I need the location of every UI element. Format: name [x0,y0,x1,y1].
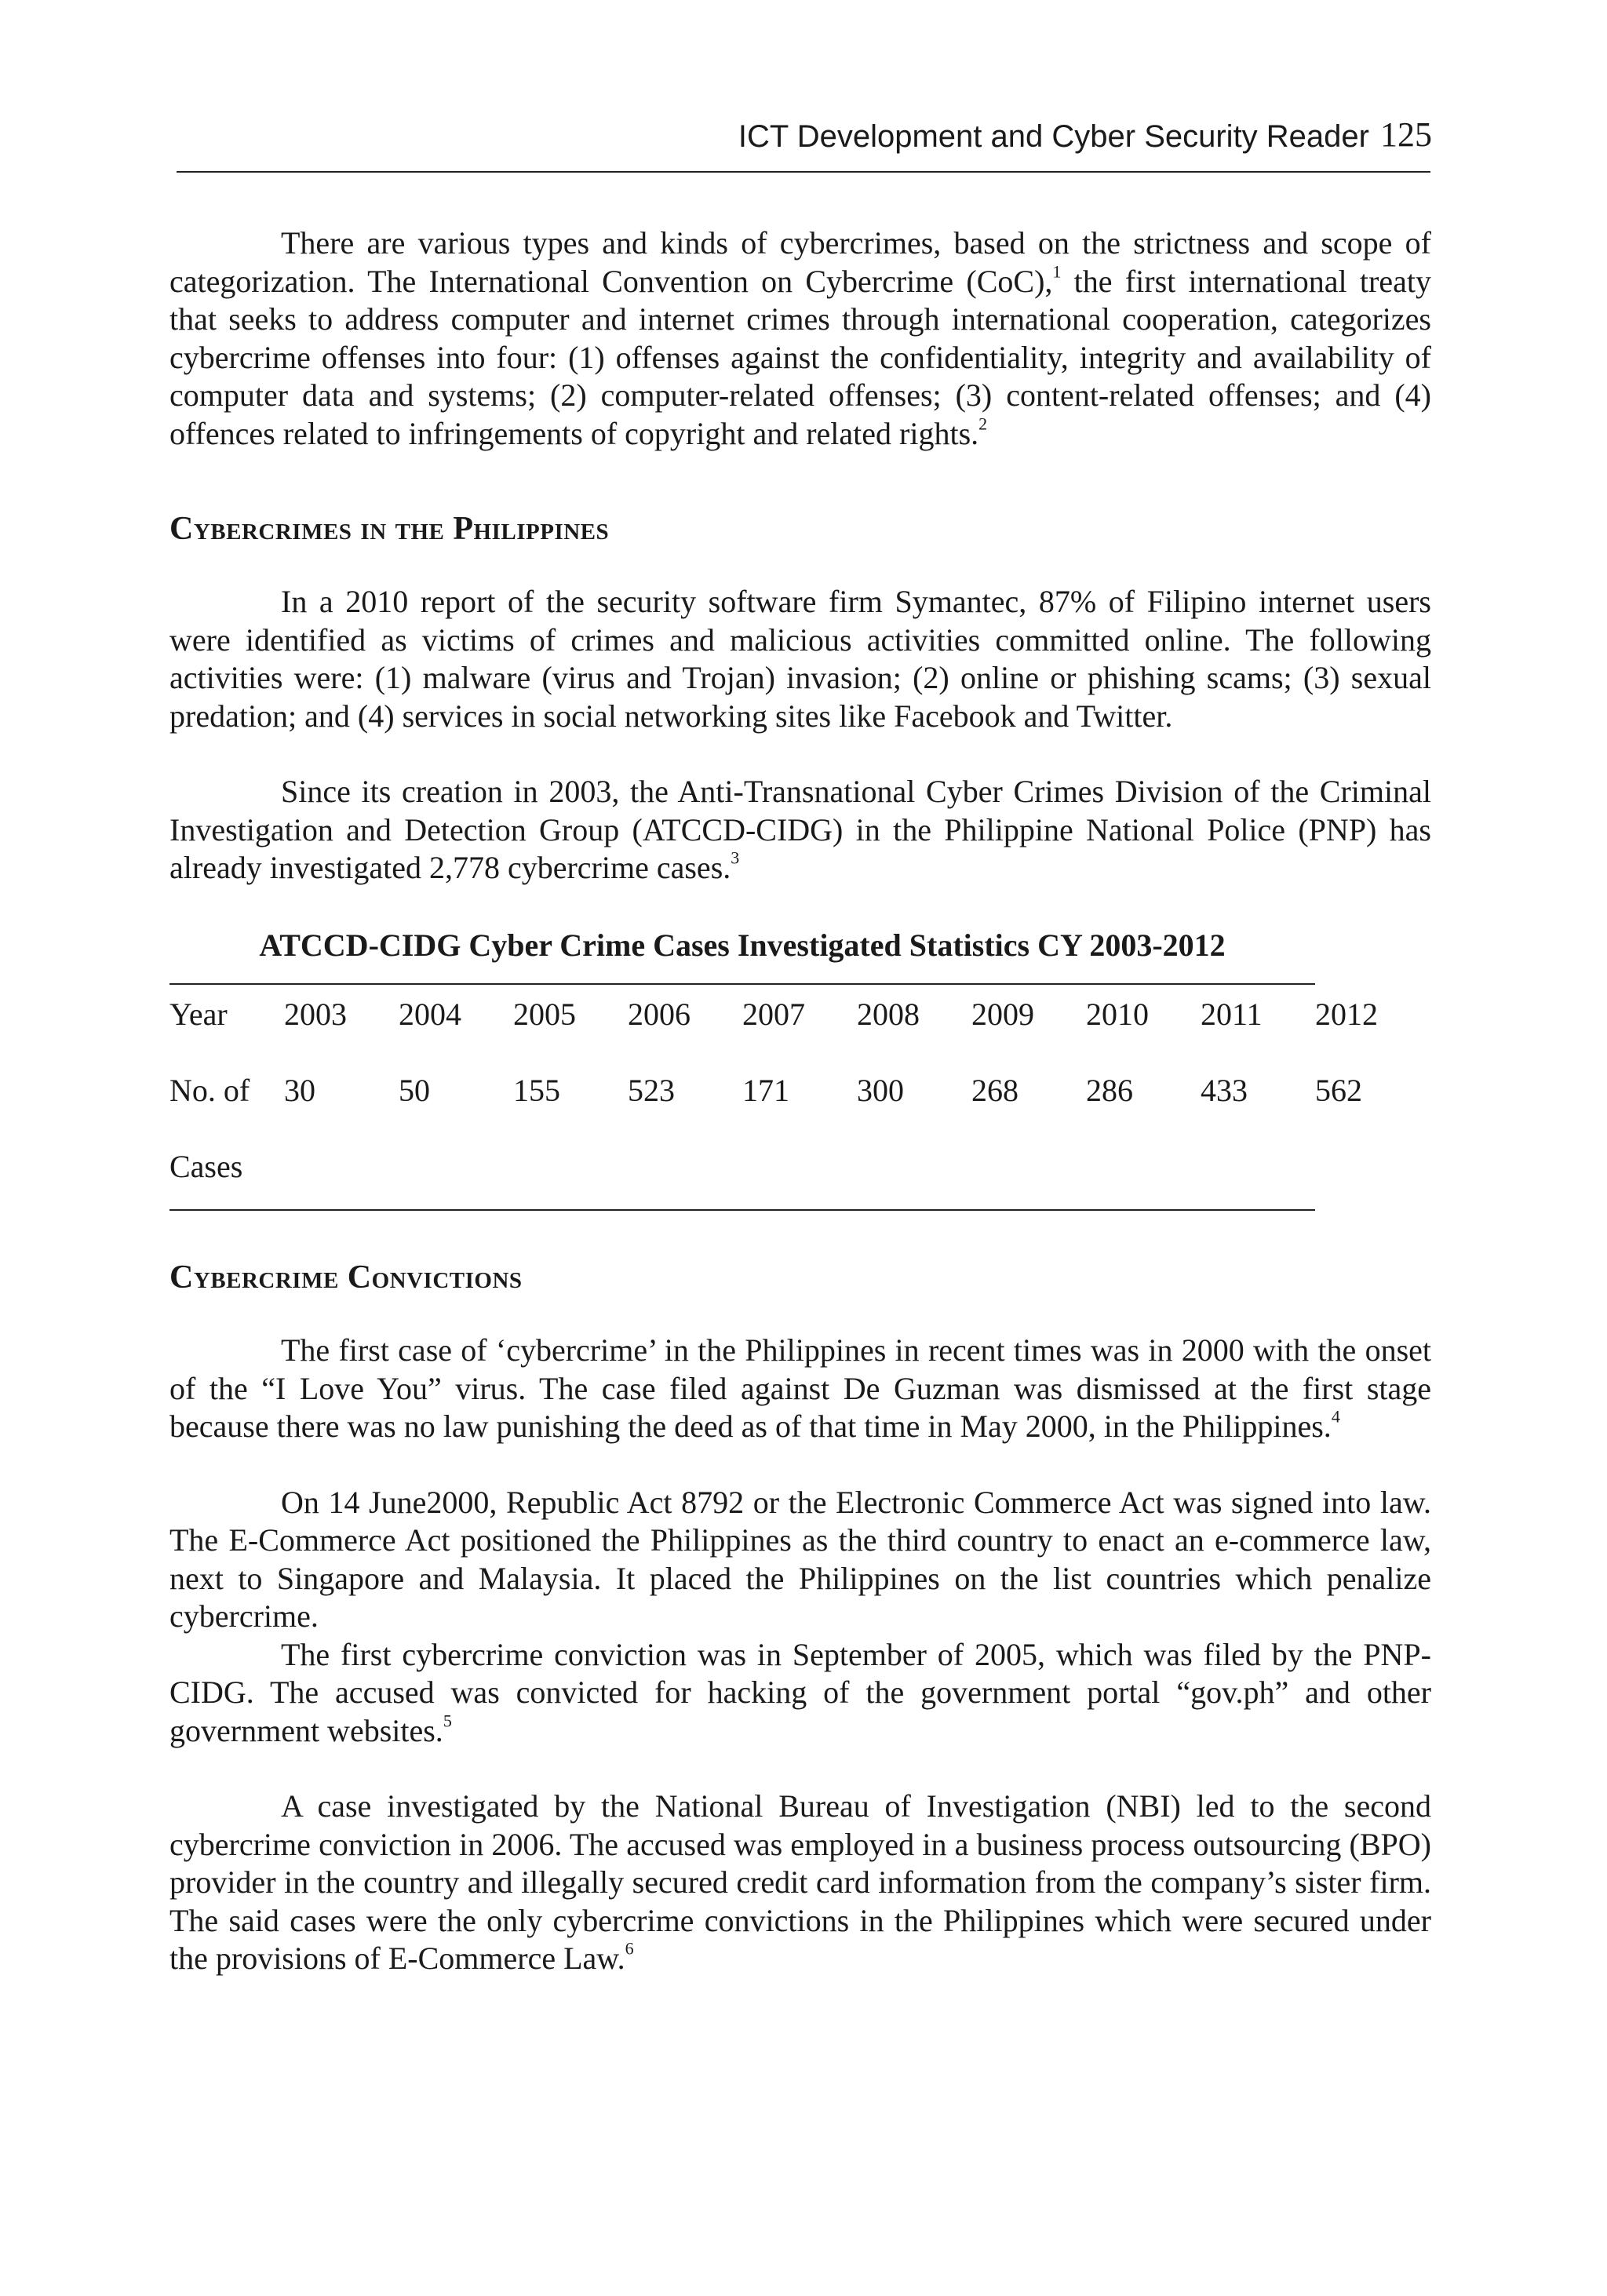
year-cell: 2010 [1086,997,1149,1032]
cases-cell: 523 [628,1072,675,1108]
paragraph-cybercrime-types [169,224,1431,453]
paragraph-text: The first case of ‘cybercrime’ in the Philippines in recent times was in 2000 with the onset of the “I Love You” virus. The case filed against De Guzman was dismissed at the first stage because there was no law punishing the deed as of that time in May 2000, in the Philippines. [169,1332,1431,1444]
year-cell: 2003 [284,997,347,1032]
row-label-year: Year [169,997,228,1032]
cases-cell: 562 [1315,1072,1362,1108]
paragraph-text: On 14 June2000, Republic Act 8792 or the Electronic Commerce Act was signed into law. The E-Commerce Act positioned the Philippines as the third country to enact an e-commerce law, next to Singapore and Malaysia. It placed the Philippines on the list countries which penalize cybercrime. [169,1484,1431,1634]
row-label-line: Cases [169,1148,243,1184]
cases-cell: 300 [857,1072,904,1108]
table-bottom-rule [169,1209,1315,1211]
paragraph-first-conviction [169,1636,1431,1751]
footnote-ref-3: 3 [731,847,740,868]
paragraph-text: the first international treaty that seeks to address computer and internet crimes through international cooperation, categorizes cybercrime offenses into four: (1) offenses against the confidentiality, integrity and availability of computer data and systems; (2) computer-related offenses; (3) content-related offenses; and (4) offences related to infringements of copyright and related rights. [169,263,1431,451]
running-header [169,111,1432,159]
paragraph-nbi-case [169,1788,1431,1978]
paragraph-text: There are various types and kinds of cybercrimes, based on the strictness and scope of categorization. The International Convention on Cybercrime (CoC), [169,225,1431,299]
paragraph-text: Since its creation in 2003, the Anti-Transnational Cyber Crimes Division of the Criminal Investigation and Detection Group (ATCCD-CIDG) in the Philippine National Police (PNP) has already investigated 2,778 cybercrime cases. [169,774,1431,885]
year-cell: 2011 [1201,997,1263,1032]
cases-cell: 30 [284,1072,315,1108]
row-label-cases [169,1072,284,1186]
row-label-line: No. of [169,1072,250,1108]
header-rule [177,171,1430,173]
table-caption: ATCCD-CIDG Cyber Crime Cases Investigated Statistics CY 2003-2012 [259,927,1226,963]
paragraph-ecommerce-act [169,1484,1431,1636]
year-cell: 2005 [513,997,576,1032]
cases-cell: 155 [513,1072,560,1108]
paragraph-symantec-report [169,583,1431,735]
paragraph-text: In a 2010 report of the security software firm Symantec, 87% of Filipino internet users were identified as victims of crimes and malicious activities committed online. The following activities were: (1) malware (virus and Trojan) invasion; (2) online or phishing scams; (3) sexual predation; and (4) services in social networking sites like Facebook and Twitter. [169,584,1431,734]
year-cell: 2008 [857,997,920,1032]
header-title: ICT Development and Cyber Security Reader [738,119,1369,154]
cases-cell: 50 [399,1072,430,1108]
footnote-ref-1: 1 [1052,261,1062,281]
year-cell: 2012 [1315,997,1378,1032]
cases-cell: 286 [1086,1072,1133,1108]
year-cell: 2009 [971,997,1034,1032]
paragraph-text: The first cybercrime conviction was in September of 2005, which was filed by the PNP-CIDG. The accused was convicted for hacking of the government portal “gov.ph” and other government websites. [169,1636,1431,1748]
paragraph-i-love-you-virus [169,1332,1431,1446]
year-cell: 2006 [628,997,691,1032]
cases-cell: 171 [742,1072,789,1108]
footnote-ref-6: 6 [625,1938,634,1959]
footnote-ref-2: 2 [978,413,988,433]
page-number: 125 [1380,115,1432,154]
year-cell: 2007 [742,997,805,1032]
footnote-ref-5: 5 [443,1710,452,1730]
cases-cell: 433 [1201,1072,1248,1108]
footnote-ref-4: 4 [1331,1406,1340,1427]
body-text [169,224,1431,1978]
paragraph-atccd-cidg [169,773,1431,887]
cases-cell: 268 [971,1072,1018,1108]
section-heading-convictions: Cybercrime Convictions [169,1259,523,1296]
statistics-table [169,985,1409,1186]
year-cell: 2004 [399,997,461,1032]
paragraph-text: A case investigated by the National Bureau of Investigation (NBI) led to the second cybercrime conviction in 2006. The accused was employed in a business process outsourcing (BPO) provider in the country and illegally secured credit card information from the company’s sister firm. The said cases were the only cybercrime convictions in the Philippines which were secured under the provisions of E-Commerce Law. [169,1788,1431,1976]
section-heading-philippines: Cybercrimes in the Philippines [169,511,610,547]
